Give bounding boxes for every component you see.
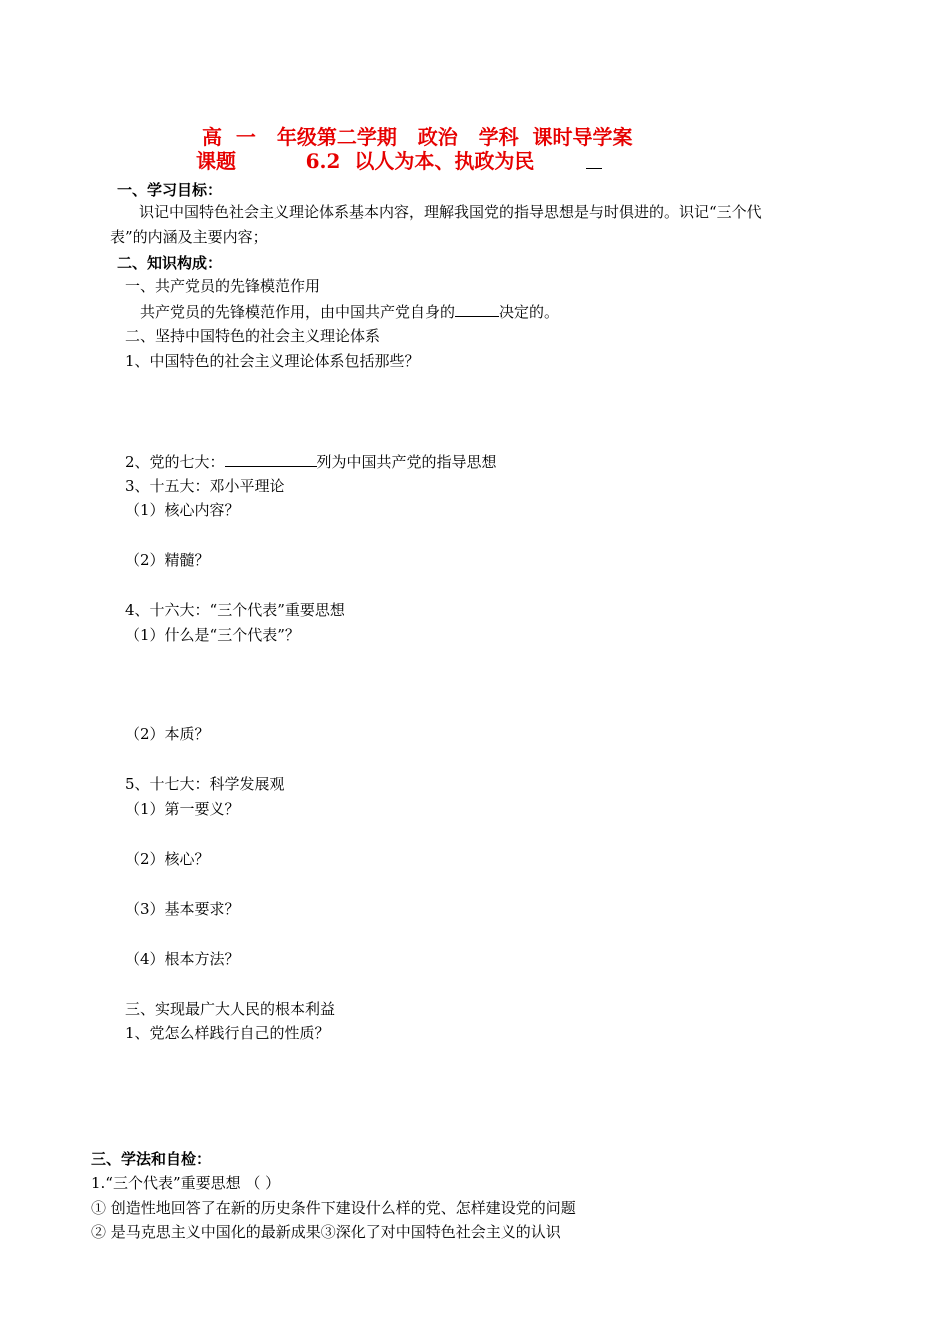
knowledge-heading: 二、知识构成： xyxy=(117,254,223,272)
exercise-1-option-b: ② 是马克思主义中国化的最新成果③深化了对中国特色社会主义的认识 xyxy=(91,1223,561,1241)
question-5-4: （4）根本方法？ xyxy=(125,950,240,968)
question-5-2: （2）核心？ xyxy=(125,850,210,868)
part1-text xyxy=(140,301,559,322)
exercise-1-option-a: ① 创造性地回答了在新的历史条件下建设什么样的党、怎样建设党的问题 xyxy=(91,1199,576,1217)
part3-question-1: 1、党怎么样践行自己的性质？ xyxy=(125,1024,330,1042)
question-5: 5、十七大：科学发展观 xyxy=(125,775,285,793)
question-4: 4、十六大：“三个代表”重要思想 xyxy=(125,601,345,619)
question-5-1: （1）第一要义？ xyxy=(125,800,240,818)
question-4-1: （1）什么是“三个代表”？ xyxy=(125,626,300,644)
title-underline xyxy=(586,168,602,169)
question-1: 1、中国特色的社会主义理论体系包括那些？ xyxy=(125,352,420,370)
question-3-1: （1）核心内容？ xyxy=(125,501,240,519)
part1-text-b: 决定的。 xyxy=(499,303,560,321)
question-3-2: （2）精髓？ xyxy=(125,551,210,569)
question-5-3: （3）基本要求？ xyxy=(125,900,240,918)
question-2-blank[interactable] xyxy=(225,451,317,467)
title-line-1: 高 一 年级第二学期 政治 学科 课时导学案 xyxy=(202,125,633,149)
question-2-b: 列为中国共产党的指导思想 xyxy=(316,453,497,471)
part1-blank[interactable] xyxy=(455,301,499,317)
objectives-heading: 一、学习目标： xyxy=(117,181,223,199)
part1-heading: 一、共产党员的先锋模范作用 xyxy=(125,277,321,295)
title-line-2: 课题 6.2 以人为本、执政为民 xyxy=(196,149,535,173)
objectives-text-2: 表”的内涵及主要内容； xyxy=(110,228,268,246)
objectives-text-1: 识记中国特色社会主义理论体系基本内容，理解我国党的指导思想是与时俱进的。识记“三个代 xyxy=(139,203,762,221)
part3-heading: 三、实现最广大人民的根本利益 xyxy=(125,1000,336,1018)
question-3: 3、十五大：邓小平理论 xyxy=(125,477,285,495)
part1-text-a: 共产党员的先锋模范作用，由中国共产党自身的 xyxy=(140,303,456,321)
question-2-a: 2、党的七大： xyxy=(125,453,225,471)
question-2 xyxy=(125,451,497,472)
question-4-2: （2）本质？ xyxy=(125,725,210,743)
self-check-heading: 三、学法和自检： xyxy=(91,1150,212,1168)
part2-heading: 二、坚持中国特色的社会主义理论体系 xyxy=(125,327,381,345)
exercise-1: 1.“三个代表”重要思想 （ ） xyxy=(91,1174,281,1192)
